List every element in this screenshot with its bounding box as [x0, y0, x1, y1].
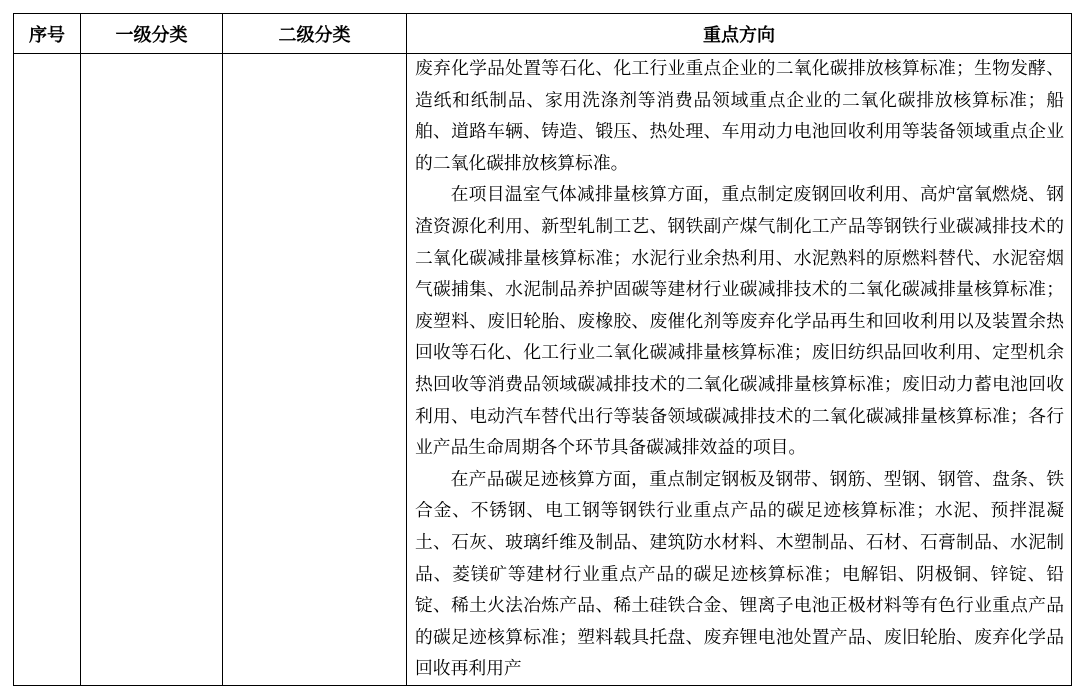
cell-key-direction — [407, 54, 1072, 686]
standards-table — [13, 13, 1072, 686]
header-serial-number: 序号 — [14, 14, 81, 54]
paragraph-project-reduction: 在项目温室气体减排量核算方面，重点制定废钢回收利用、高炉富氧燃烧、钢渣资源化利用、新型轧制工艺、钢铁副产煤气制化工产品等钢铁行业碳减排技术的二氧化碳减排量核算标准；水泥行业余热利用、水泥熟料的原燃料替代、水泥窑烟气碳捕集、水泥制品养护固碳等建材行业碳减排技术的二氧化碳减排量核算标准；废塑料、废旧轮胎、废橡胶、废催化剂等废弃化学品再生和回收利用以及装置余热回收等石化、化工行业二氧化碳减排量核算标准；废旧纺织品回收利用、定型机余热回收等消费品领域碳减排技术的二氧化碳减排量核算标准；废旧动力蓄电池回收利用、电动汽车替代出行等装备领域碳减排技术的二氧化碳减排量核算标准；各行业产品生命周期各个环节具备碳减排效益的项目。 — [415, 184, 1064, 459]
table-row — [14, 54, 1072, 686]
cell-serial-number — [14, 54, 81, 686]
header-row — [14, 14, 1072, 54]
key-direction-text — [407, 53, 1071, 685]
cell-level1-category — [81, 54, 223, 686]
header-key-direction: 重点方向 — [407, 14, 1072, 54]
paragraph-continuation: 废弃化学品处置等石化、化工行业重点企业的二氧化碳排放核算标准；生物发酵、造纸和纸制品、家用洗涤剂等消费品领域重点企业的二氧化碳排放核算标准；船舶、道路车辆、铸造、锻压、热处理、车用动力电池回收利用等装备领域重点企业的二氧化碳排放核算标准。 — [415, 58, 1064, 174]
cell-level2-category — [223, 54, 407, 686]
header-level2-category: 二级分类 — [223, 14, 407, 54]
header-level1-category: 一级分类 — [81, 14, 223, 54]
paragraph-product-footprint: 在产品碳足迹核算方面，重点制定钢板及钢带、钢筋、型钢、钢管、盘条、铁合金、不锈钢、电工钢等钢铁行业重点产品的碳足迹核算标准；水泥、预拌混凝土、石灰、玻璃纤维及制品、建筑防水材料、木塑制品、石材、石膏制品、水泥制品、菱镁矿等建材行业重点产品的碳足迹核算标准；电解铝、阴极铜、锌锭、铅锭、稀土火法冶炼产品、稀土硅铁合金、锂离子电池正极材料等有色行业重点产品的碳足迹核算标准；塑料载具托盘、废弃锂电池处置产品、废旧轮胎、废弃化学品回收再利用产 — [415, 468, 1064, 680]
